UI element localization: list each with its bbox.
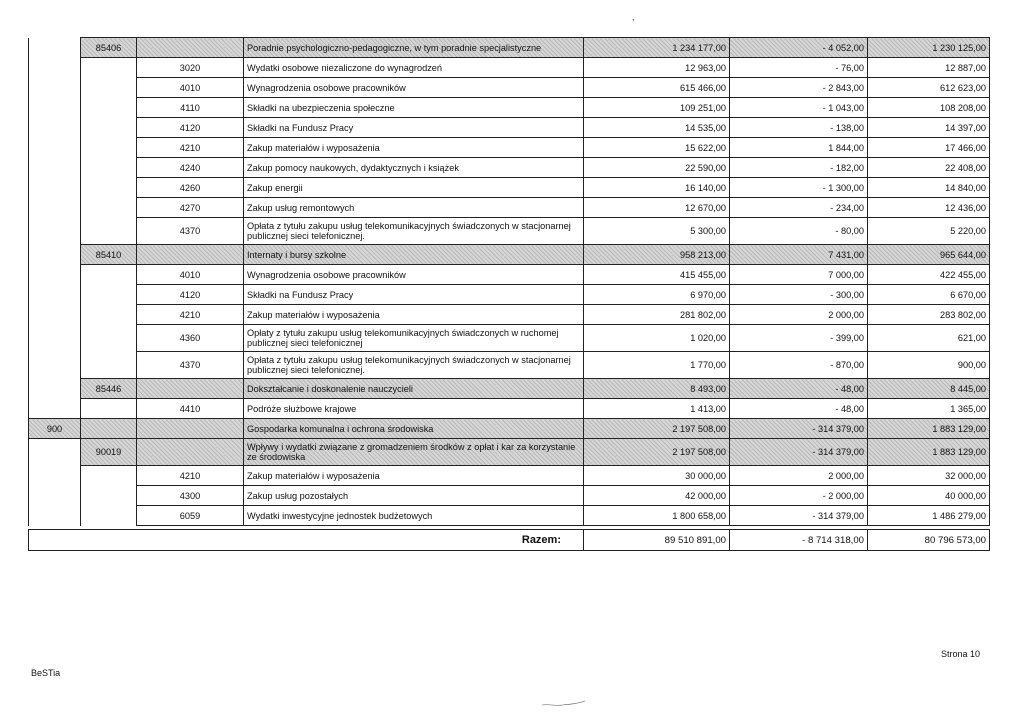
change-cell: - 4 052,00 [730, 38, 868, 58]
total-after: 80 796 573,00 [868, 530, 990, 551]
rozdzial-cell [81, 138, 137, 158]
paragraf-cell: 4370 [137, 352, 244, 379]
dzial-cell [29, 98, 81, 118]
plan-cell: 14 535,00 [584, 118, 730, 138]
plan-cell: 1 800 658,00 [584, 506, 730, 526]
plan-cell: 1 234 177,00 [584, 38, 730, 58]
change-cell: - 48,00 [730, 399, 868, 419]
paragraf-cell: 4120 [137, 285, 244, 305]
after-cell: 12 436,00 [868, 198, 990, 218]
after-cell: 612 623,00 [868, 78, 990, 98]
after-cell: 1 883 129,00 [868, 439, 990, 466]
plan-cell: 1 020,00 [584, 325, 730, 352]
after-cell: 8 445,00 [868, 379, 990, 399]
rozdzial-cell [81, 352, 137, 379]
paragraf-cell: 4360 [137, 325, 244, 352]
change-cell: 2 000,00 [730, 466, 868, 486]
plan-cell: 5 300,00 [584, 218, 730, 245]
dzial-cell [29, 379, 81, 399]
dzial-cell [29, 138, 81, 158]
rozdzial-cell [81, 466, 137, 486]
dzial-cell [29, 325, 81, 352]
paragraf-cell: 4270 [137, 198, 244, 218]
change-cell: - 76,00 [730, 58, 868, 78]
table-row [29, 58, 990, 78]
table-row [29, 352, 990, 379]
name-cell: Zakup energii [244, 178, 584, 198]
name-cell: Zakup pomocy naukowych, dydaktycznych i książek [244, 158, 584, 178]
rozdzial-cell [81, 305, 137, 325]
table-row [29, 118, 990, 138]
rozdzial-cell [81, 178, 137, 198]
name-cell: Wpływy i wydatki związane z gromadzeniem środków z opłat i kar za korzystanie ze środowiska [244, 439, 584, 466]
name-cell: Wynagrodzenia osobowe pracowników [244, 78, 584, 98]
name-cell: Zakup materiałów i wyposażenia [244, 466, 584, 486]
rozdzial-cell [81, 58, 137, 78]
table-row [29, 325, 990, 352]
change-cell: - 80,00 [730, 218, 868, 245]
after-cell: 283 802,00 [868, 305, 990, 325]
after-cell: 965 644,00 [868, 245, 990, 265]
plan-cell: 22 590,00 [584, 158, 730, 178]
change-cell: 7 000,00 [730, 265, 868, 285]
change-cell: 2 000,00 [730, 305, 868, 325]
scan-mark: , [632, 12, 635, 22]
dzial-cell [29, 466, 81, 486]
after-cell: 422 455,00 [868, 265, 990, 285]
plan-cell: 42 000,00 [584, 486, 730, 506]
plan-cell: 615 466,00 [584, 78, 730, 98]
change-cell: - 314 379,00 [730, 439, 868, 466]
plan-cell: 958 213,00 [584, 245, 730, 265]
plan-cell: 12 963,00 [584, 58, 730, 78]
dzial-cell [29, 399, 81, 419]
after-cell: 32 000,00 [868, 466, 990, 486]
plan-cell: 12 670,00 [584, 198, 730, 218]
rozdzial-cell [81, 78, 137, 98]
paragraf-cell [137, 38, 244, 58]
plan-cell: 6 970,00 [584, 285, 730, 305]
change-cell: - 1 300,00 [730, 178, 868, 198]
rozdzial-cell [81, 399, 137, 419]
paragraf-cell: 4260 [137, 178, 244, 198]
paragraf-cell [137, 245, 244, 265]
change-cell: 7 431,00 [730, 245, 868, 265]
after-cell: 1 365,00 [868, 399, 990, 419]
rozdzial-cell: 90019 [81, 439, 137, 466]
rozdzial-cell [81, 218, 137, 245]
dzial-cell: 900 [29, 419, 81, 439]
after-cell: 1 230 125,00 [868, 38, 990, 58]
plan-cell: 15 622,00 [584, 138, 730, 158]
dzial-cell [29, 305, 81, 325]
paragraf-cell: 4210 [137, 138, 244, 158]
name-cell: Wynagrodzenia osobowe pracowników [244, 265, 584, 285]
after-cell: 1 883 129,00 [868, 419, 990, 439]
paragraf-cell [137, 379, 244, 399]
rozdzial-cell [81, 98, 137, 118]
scribble-mark [541, 699, 587, 707]
rozdzial-cell [81, 265, 137, 285]
total-label: Razem: [29, 530, 584, 551]
paragraf-cell: 4210 [137, 305, 244, 325]
change-cell: - 234,00 [730, 198, 868, 218]
table-row [29, 138, 990, 158]
rozdzial-cell [81, 325, 137, 352]
paragraf-cell: 4410 [137, 399, 244, 419]
paragraf-cell: 3020 [137, 58, 244, 78]
table-row [29, 419, 990, 439]
change-cell: - 1 043,00 [730, 98, 868, 118]
table-row [29, 38, 990, 58]
plan-cell: 1 770,00 [584, 352, 730, 379]
paragraf-cell: 4210 [137, 466, 244, 486]
dzial-cell [29, 245, 81, 265]
after-cell: 621,00 [868, 325, 990, 352]
dzial-cell [29, 486, 81, 506]
plan-cell: 2 197 508,00 [584, 439, 730, 466]
after-cell: 900,00 [868, 352, 990, 379]
after-cell: 22 408,00 [868, 158, 990, 178]
plan-cell: 8 493,00 [584, 379, 730, 399]
change-cell: - 2 000,00 [730, 486, 868, 506]
plan-cell: 30 000,00 [584, 466, 730, 486]
after-cell: 14 397,00 [868, 118, 990, 138]
change-cell: - 182,00 [730, 158, 868, 178]
table-row [29, 466, 990, 486]
total-row [29, 530, 990, 551]
dzial-cell [29, 218, 81, 245]
name-cell: Składki na ubezpieczenia społeczne [244, 98, 584, 118]
dzial-cell [29, 439, 81, 466]
total-table [28, 529, 990, 551]
table-row [29, 245, 990, 265]
change-cell: - 314 379,00 [730, 419, 868, 439]
paragraf-cell: 6059 [137, 506, 244, 526]
plan-cell: 2 197 508,00 [584, 419, 730, 439]
total-change: - 8 714 318,00 [730, 530, 868, 551]
name-cell: Zakup materiałów i wyposażenia [244, 138, 584, 158]
paragraf-cell: 4240 [137, 158, 244, 178]
name-cell: Wydatki inwestycyjne jednostek budżetowych [244, 506, 584, 526]
page-number: Strona 10 [941, 649, 981, 659]
dzial-cell [29, 506, 81, 526]
paragraf-cell [137, 439, 244, 466]
paragraf-cell: 4300 [137, 486, 244, 506]
change-cell: 1 844,00 [730, 138, 868, 158]
name-cell: Zakup usług remontowych [244, 198, 584, 218]
paragraf-cell: 4010 [137, 265, 244, 285]
plan-cell: 109 251,00 [584, 98, 730, 118]
table-row [29, 158, 990, 178]
budget-table [28, 37, 990, 526]
paragraf-cell: 4120 [137, 118, 244, 138]
dzial-cell [29, 198, 81, 218]
table-row [29, 178, 990, 198]
dzial-cell [29, 78, 81, 98]
name-cell: Opłata z tytułu zakupu usług telekomunikacyjnych świadczonych w stacjonarnej publicznej sieci telefonicznej. [244, 352, 584, 379]
name-cell: Składki na Fundusz Pracy [244, 285, 584, 305]
dzial-cell [29, 352, 81, 379]
table-row [29, 218, 990, 245]
after-cell: 17 466,00 [868, 138, 990, 158]
rozdzial-cell: 85410 [81, 245, 137, 265]
plan-cell: 1 413,00 [584, 399, 730, 419]
name-cell: Internaty i bursy szkolne [244, 245, 584, 265]
after-cell: 5 220,00 [868, 218, 990, 245]
name-cell: Składki na Fundusz Pracy [244, 118, 584, 138]
rozdzial-cell [81, 419, 137, 439]
rozdzial-cell [81, 285, 137, 305]
plan-cell: 281 802,00 [584, 305, 730, 325]
table-row [29, 486, 990, 506]
dzial-cell [29, 118, 81, 138]
name-cell: Zakup materiałów i wyposażenia [244, 305, 584, 325]
rozdzial-cell: 85406 [81, 38, 137, 58]
plan-cell: 415 455,00 [584, 265, 730, 285]
rozdzial-cell [81, 198, 137, 218]
paragraf-cell: 4370 [137, 218, 244, 245]
table-row [29, 439, 990, 466]
table-row [29, 265, 990, 285]
footer-left-text: BeSTia [31, 668, 61, 678]
change-cell: - 314 379,00 [730, 506, 868, 526]
dzial-cell [29, 285, 81, 305]
dzial-cell [29, 58, 81, 78]
change-cell: - 870,00 [730, 352, 868, 379]
plan-cell: 16 140,00 [584, 178, 730, 198]
paragraf-cell: 4110 [137, 98, 244, 118]
table-row [29, 506, 990, 526]
rozdzial-cell [81, 506, 137, 526]
after-cell: 1 486 279,00 [868, 506, 990, 526]
dzial-cell [29, 265, 81, 285]
change-cell: - 399,00 [730, 325, 868, 352]
name-cell: Zakup usług pozostałych [244, 486, 584, 506]
table-row [29, 198, 990, 218]
name-cell: Wydatki osobowe niezaliczone do wynagrodzeń [244, 58, 584, 78]
table-row [29, 379, 990, 399]
table-row [29, 399, 990, 419]
rozdzial-cell [81, 118, 137, 138]
table-row [29, 305, 990, 325]
paragraf-cell: 4010 [137, 78, 244, 98]
name-cell: Podróże służbowe krajowe [244, 399, 584, 419]
name-cell: Poradnie psychologiczno-pedagogiczne, w tym poradnie specjalistyczne [244, 38, 584, 58]
after-cell: 40 000,00 [868, 486, 990, 506]
name-cell: Dokształcanie i doskonalenie nauczycieli [244, 379, 584, 399]
change-cell: - 48,00 [730, 379, 868, 399]
rozdzial-cell [81, 486, 137, 506]
total-plan: 89 510 891,00 [584, 530, 730, 551]
table-row [29, 285, 990, 305]
rozdzial-cell [81, 158, 137, 178]
name-cell: Gospodarka komunalna i ochrona środowiska [244, 419, 584, 439]
table-row [29, 78, 990, 98]
after-cell: 12 887,00 [868, 58, 990, 78]
after-cell: 6 670,00 [868, 285, 990, 305]
dzial-cell [29, 178, 81, 198]
rozdzial-cell: 85446 [81, 379, 137, 399]
after-cell: 14 840,00 [868, 178, 990, 198]
change-cell: - 138,00 [730, 118, 868, 138]
after-cell: 108 208,00 [868, 98, 990, 118]
change-cell: - 300,00 [730, 285, 868, 305]
name-cell: Opłata z tytułu zakupu usług telekomunikacyjnych świadczonych w stacjonarnej publicznej sieci telefonicznej. [244, 218, 584, 245]
dzial-cell [29, 158, 81, 178]
paragraf-cell [137, 419, 244, 439]
table-row [29, 98, 990, 118]
change-cell: - 2 843,00 [730, 78, 868, 98]
name-cell: Opłaty z tytułu zakupu usług telekomunikacyjnych świadczonych w ruchomej publicznej sieci telefonicznej [244, 325, 584, 352]
dzial-cell [29, 38, 81, 58]
